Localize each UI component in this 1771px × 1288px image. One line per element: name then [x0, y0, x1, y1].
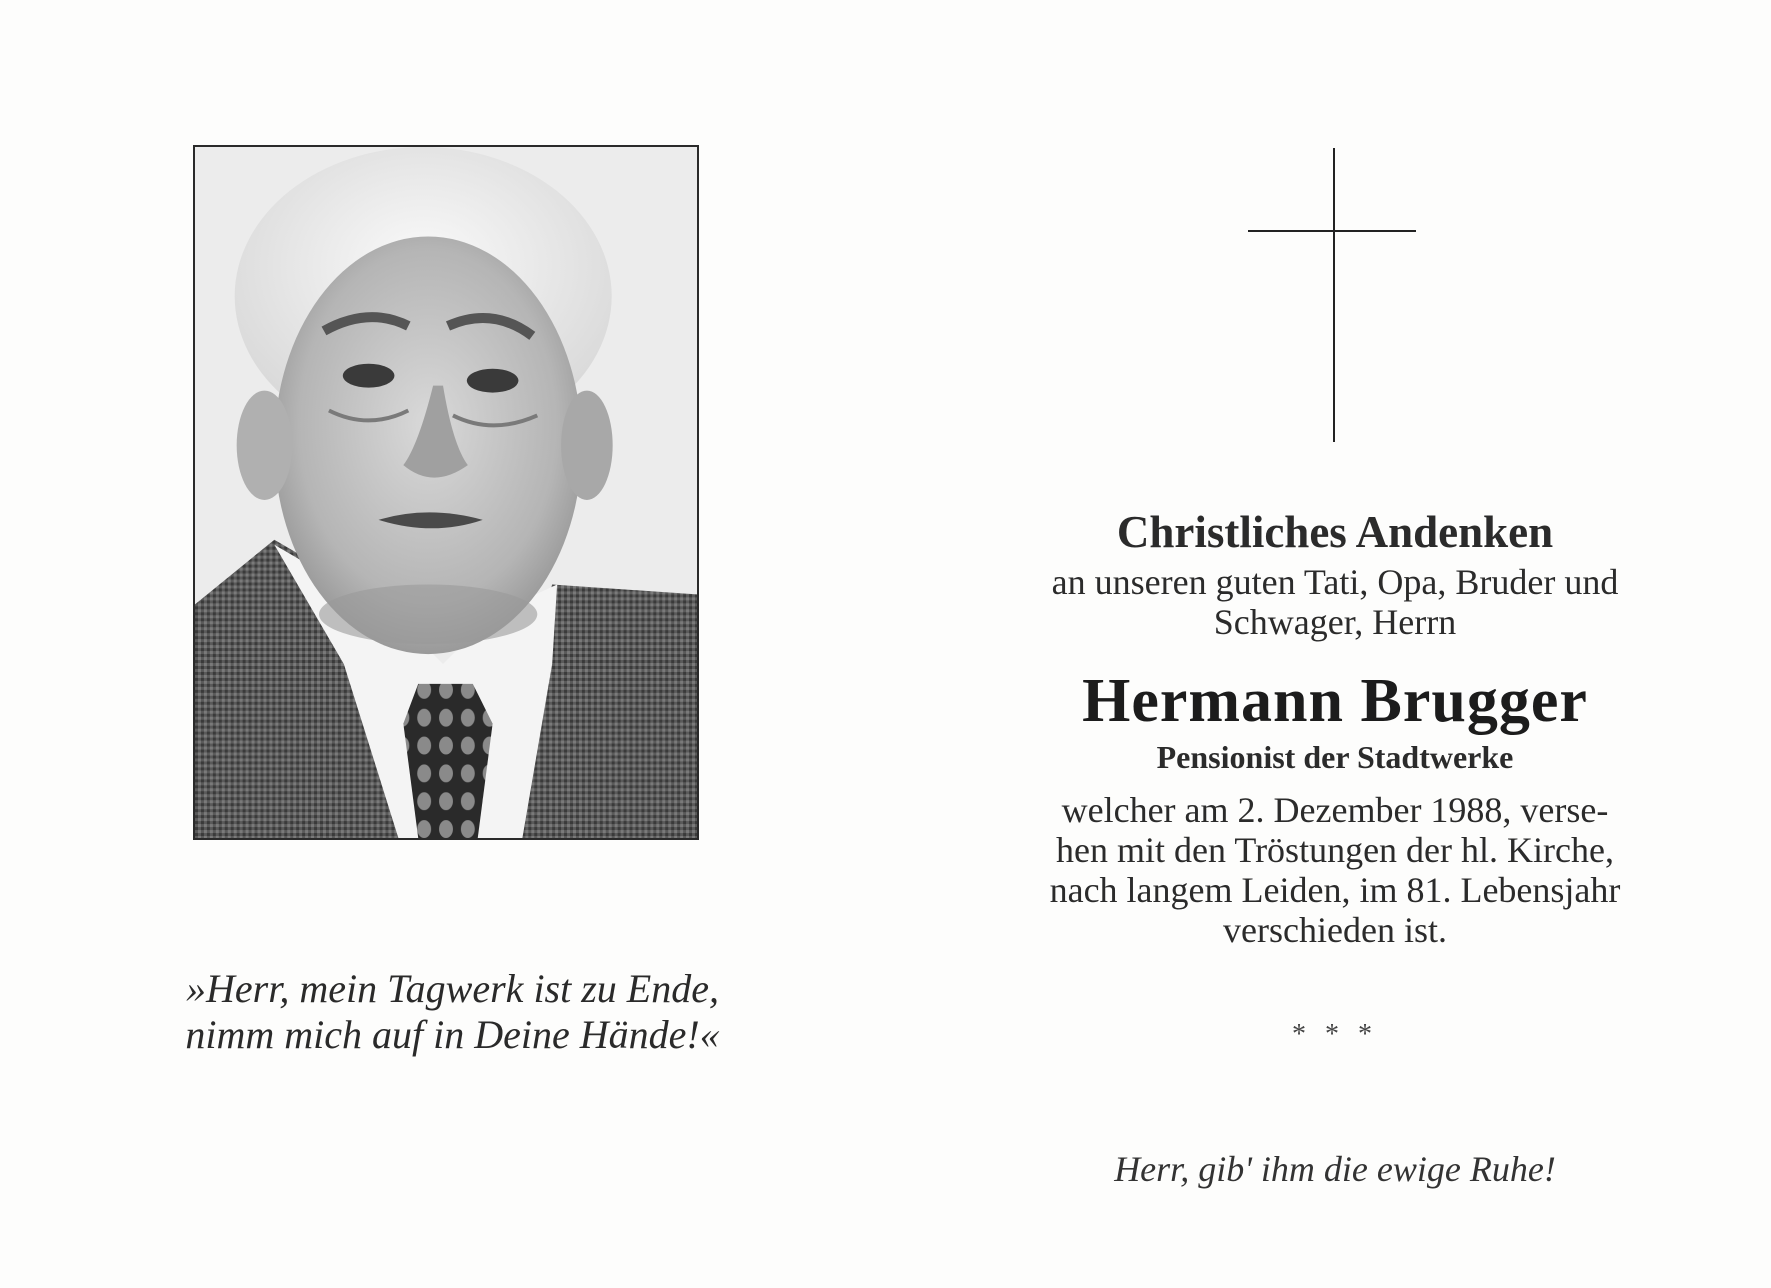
death-notice [990, 790, 1680, 950]
death-line: welcher am 2. Dezember 1988, verse- [1061, 790, 1609, 830]
quote-line: nimm mich auf in Deine Hände!« [185, 1012, 720, 1057]
quote [120, 966, 785, 1058]
occupation: Pensionist der Stadtwerke [1156, 739, 1514, 775]
deceased-name: Hermann Brugger [1082, 667, 1588, 735]
portrait-photo [193, 145, 699, 840]
prayer: Herr, gib' ihm die ewige Ruhe! [1114, 1149, 1556, 1189]
intro-text [990, 562, 1680, 642]
death-line: hen mit den Tröstungen der hl. Kirche, [1056, 830, 1614, 870]
cross-icon-bar [1248, 230, 1416, 232]
death-line: verschieden ist. [1223, 910, 1447, 950]
quote-line: »Herr, mein Tagwerk ist zu Ende, [186, 966, 719, 1011]
heading: Christliches Andenken [1116, 507, 1554, 557]
intro-line: Schwager, Herrn [1213, 602, 1457, 642]
cross-icon [1333, 148, 1335, 442]
separator: * * * [1292, 1019, 1378, 1050]
portrait-image [195, 147, 697, 838]
death-line: nach langem Leiden, im 81. Lebensjahr [1049, 870, 1621, 910]
intro-line: an unseren guten Tati, Opa, Bruder und [1051, 562, 1619, 602]
